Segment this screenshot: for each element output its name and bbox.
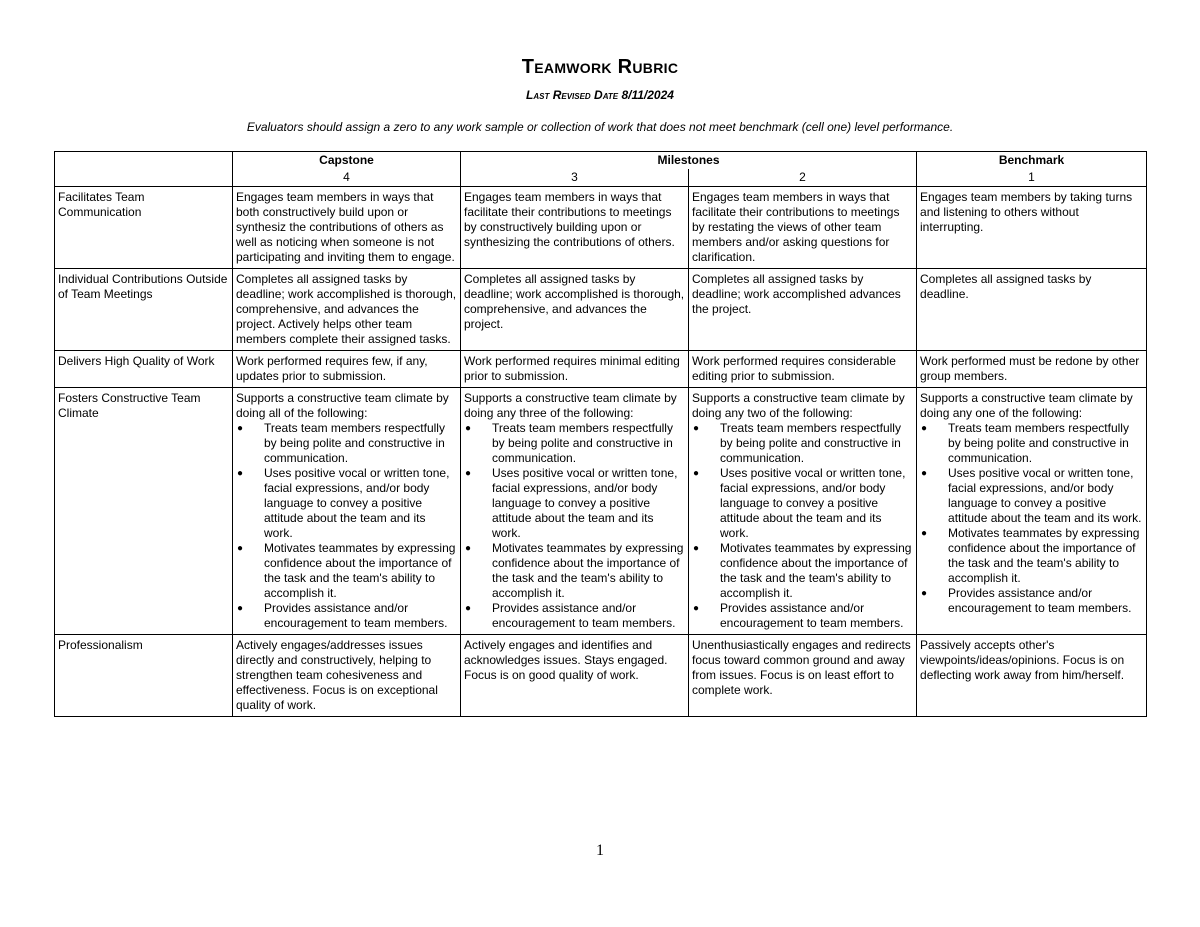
table-row <box>55 351 1147 388</box>
rubric-cell: Engages team members in ways that facilitate their contributions to meetings by restating the views of other team members and/or asking questions for clarification. <box>689 187 917 269</box>
list-item <box>692 601 913 631</box>
list-item <box>692 466 913 541</box>
list-item-text: Provides assistance and/or encouragement to team members. <box>948 586 1132 615</box>
criterion-header-blank <box>55 152 233 187</box>
bullet-icon: ● <box>465 468 472 479</box>
table-row <box>55 388 1147 635</box>
list-item <box>920 526 1143 586</box>
rubric-cell: Work performed requires considerable editing prior to submission. <box>689 351 917 388</box>
list-item-text: Treats team members respectfully by being polite and constructive in communication. <box>264 421 445 465</box>
bullet-icon: ● <box>237 543 244 554</box>
rubric-cell: Completes all assigned tasks by deadline. <box>917 269 1147 351</box>
list-item-text: Motivates teammates by expressing confidence about the importance of the task and the team's ability to accomplish it. <box>492 541 684 600</box>
list-item-text: Treats team members respectfully by being polite and constructive in communication. <box>948 421 1129 465</box>
bullet-icon: ● <box>921 588 928 599</box>
list-item-text: Provides assistance and/or encouragement to team members. <box>264 601 448 630</box>
list-item-text: Motivates teammates by expressing confidence about the importance of the task and the team's ability to accomplish it. <box>720 541 912 600</box>
rubric-cell: Work performed requires few, if any, updates prior to submission. <box>233 351 461 388</box>
list-item <box>236 421 457 466</box>
criterion-label: Facilitates Team Communication <box>55 187 233 269</box>
rubric-cell: Engages team members in ways that facilitate their contributions to meetings by constructively building upon or synthesizing the contributions of others. <box>461 187 689 269</box>
rubric-cell: Completes all assigned tasks by deadline; work accomplished is thorough, comprehensive, and advances the project. Actively helps other team members complete their assigned tasks. <box>233 269 461 351</box>
list-item-text: Motivates teammates by expressing confidence about the importance of the task and the team's ability to accomplish it. <box>948 526 1140 585</box>
rubric-cell: Completes all assigned tasks by deadline; work accomplished is thorough, comprehensive, and advances the project. <box>461 269 689 351</box>
list-item-text: Treats team members respectfully by being polite and constructive in communication. <box>720 421 901 465</box>
rubric-cell: Actively engages and identifies and acknowledges issues. Stays engaged. Focus is on good quality of work. <box>461 635 689 717</box>
bullet-icon: ● <box>465 423 472 434</box>
rubric-cell <box>233 388 461 635</box>
table-row <box>55 187 1147 269</box>
list-item <box>464 466 685 541</box>
table-row <box>55 269 1147 351</box>
bullet-icon: ● <box>237 423 244 434</box>
list-item-text: Motivates teammates by expressing confidence about the importance of the task and the team's ability to accomplish it. <box>264 541 456 600</box>
cell-intro: Supports a constructive team climate by doing any one of the following: <box>920 391 1133 420</box>
criterion-label: Delivers High Quality of Work <box>55 351 233 388</box>
list-item <box>464 601 685 631</box>
bullet-icon: ● <box>465 543 472 554</box>
bullet-list <box>464 421 685 631</box>
list-item-text: Uses positive vocal or written tone, facial expressions, and/or body language to convey a positive attitude about the team and its work. <box>948 466 1142 525</box>
score-4: 4 <box>233 169 461 187</box>
bullet-list <box>920 421 1143 616</box>
benchmark-header: Benchmark <box>917 152 1147 170</box>
bullet-icon: ● <box>237 468 244 479</box>
list-item <box>464 421 685 466</box>
list-item <box>920 466 1143 526</box>
bullet-icon: ● <box>693 423 700 434</box>
list-item <box>692 421 913 466</box>
list-item-text: Treats team members respectfully by being polite and constructive in communication. <box>492 421 673 465</box>
rubric-cell <box>461 388 689 635</box>
rubric-cell <box>917 388 1147 635</box>
capstone-header: Capstone <box>233 152 461 170</box>
criterion-label: Professionalism <box>55 635 233 717</box>
rubric-cell: Passively accepts other's viewpoints/ideas/opinions. Focus is on deflecting work away from him/herself. <box>917 635 1147 717</box>
milestones-header: Milestones <box>461 152 917 170</box>
bullet-list <box>692 421 913 631</box>
list-item-text: Uses positive vocal or written tone, facial expressions, and/or body language to convey a positive attitude about the team and its work. <box>720 466 906 540</box>
list-item-text: Uses positive vocal or written tone, facial expressions, and/or body language to convey a positive attitude about the team and its work. <box>264 466 450 540</box>
score-3: 3 <box>461 169 689 187</box>
bullet-icon: ● <box>921 423 928 434</box>
rubric-cell: Work performed requires minimal editing prior to submission. <box>461 351 689 388</box>
bullet-icon: ● <box>921 528 928 539</box>
cell-intro: Supports a constructive team climate by doing any three of the following: <box>464 391 677 420</box>
bullet-icon: ● <box>921 468 928 479</box>
score-2: 2 <box>689 169 917 187</box>
rubric-cell: Engages team members in ways that both constructively build upon or synthesiz the contributions of others as well as noticing when someone is not participating and inviting them to engage. <box>233 187 461 269</box>
rubric-cell: Unenthusiastically engages and redirects focus toward common ground and away from issues. Focus is on least effort to complete work. <box>689 635 917 717</box>
bullet-icon: ● <box>465 603 472 614</box>
bullet-list <box>236 421 457 631</box>
list-item-text: Provides assistance and/or encouragement to team members. <box>720 601 904 630</box>
list-item-text: Uses positive vocal or written tone, facial expressions, and/or body language to convey a positive attitude about the team and its work. <box>492 466 678 540</box>
rubric-cell: Work performed must be redone by other group members. <box>917 351 1147 388</box>
bullet-icon: ● <box>693 543 700 554</box>
rubric-table <box>54 151 1147 717</box>
list-item <box>920 421 1143 466</box>
evaluator-instructions: Evaluators should assign a zero to any work sample or collection of work that does not meet benchmark (cell one) level performance. <box>246 120 954 134</box>
cell-intro: Supports a constructive team climate by doing all of the following: <box>236 391 449 420</box>
rubric-cell: Completes all assigned tasks by deadline; work accomplished advances the project. <box>689 269 917 351</box>
list-item <box>692 541 913 601</box>
cell-intro: Supports a constructive team climate by doing any two of the following: <box>692 391 905 420</box>
bullet-icon: ● <box>693 468 700 479</box>
rubric-cell: Engages team members by taking turns and listening to others without interrupting. <box>917 187 1147 269</box>
list-item-text: Provides assistance and/or encouragement to team members. <box>492 601 676 630</box>
criterion-label: Individual Contributions Outside of Team Meetings <box>55 269 233 351</box>
list-item <box>236 541 457 601</box>
score-1: 1 <box>917 169 1147 187</box>
revision-date: Last Revised Date 8/11/2024 <box>526 88 674 102</box>
rubric-cell: Actively engages/addresses issues directly and constructively, helping to strengthen team cohesiveness and effectiveness. Focus is on exceptional quality of work. <box>233 635 461 717</box>
criterion-label: Fosters Constructive Team Climate <box>55 388 233 635</box>
bullet-icon: ● <box>237 603 244 614</box>
level-header-row <box>55 152 1147 170</box>
list-item <box>920 586 1143 616</box>
page-title: Teamwork Rubric <box>521 56 679 78</box>
list-item <box>236 601 457 631</box>
rubric-cell <box>689 388 917 635</box>
page-number: 1 <box>596 842 604 859</box>
table-row <box>55 635 1147 717</box>
list-item <box>236 466 457 541</box>
bullet-icon: ● <box>693 603 700 614</box>
list-item <box>464 541 685 601</box>
